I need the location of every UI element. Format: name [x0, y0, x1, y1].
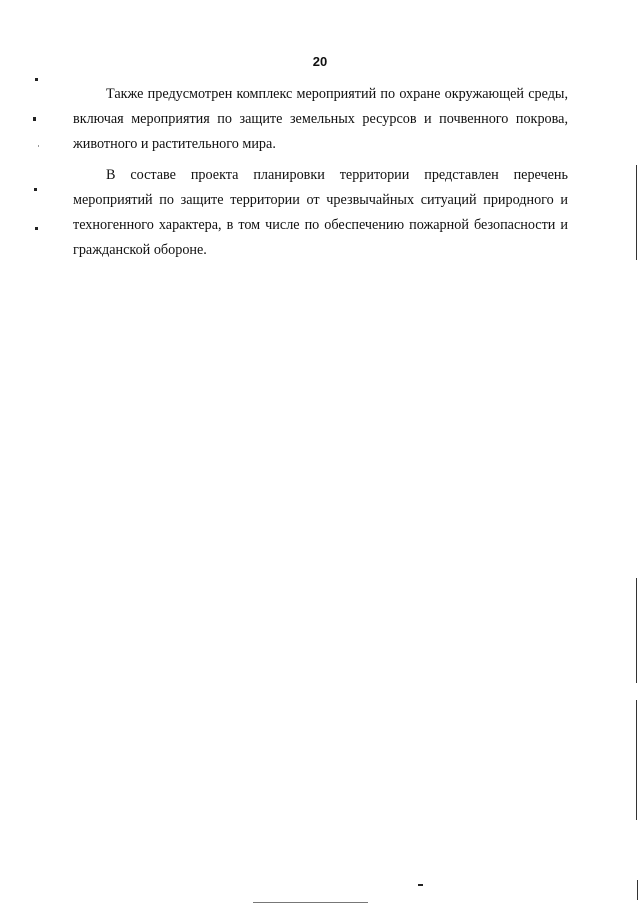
scan-edge-line: [636, 165, 637, 260]
scan-speck: [38, 145, 39, 147]
paragraph: В составе проекта планировки территории представлен перечень мероприятий по защите территории от чрезвычайных ситуаций природного и техногенного характера, в том числе по обеспечению пожарной безопасности и гражданской обороне.: [73, 167, 568, 258]
scan-edge-line: [637, 880, 638, 900]
scan-speck: [33, 117, 36, 121]
scan-bottom-line: [253, 902, 368, 903]
scan-speck: [34, 188, 37, 191]
scan-speck: [35, 78, 38, 81]
scan-edge-line: [636, 700, 637, 820]
page-number: 20: [312, 54, 328, 69]
scan-speck: [35, 227, 38, 230]
document-body: [73, 82, 568, 269]
scan-edge-line: [636, 578, 637, 683]
paragraph: Также предусмотрен комплекс мероприятий по охране окружающей среды, включая мероприятия по защите земельных ресурсов и почвенного покрова, животного и растительного мира.: [73, 86, 568, 152]
scan-speck: [418, 884, 423, 886]
